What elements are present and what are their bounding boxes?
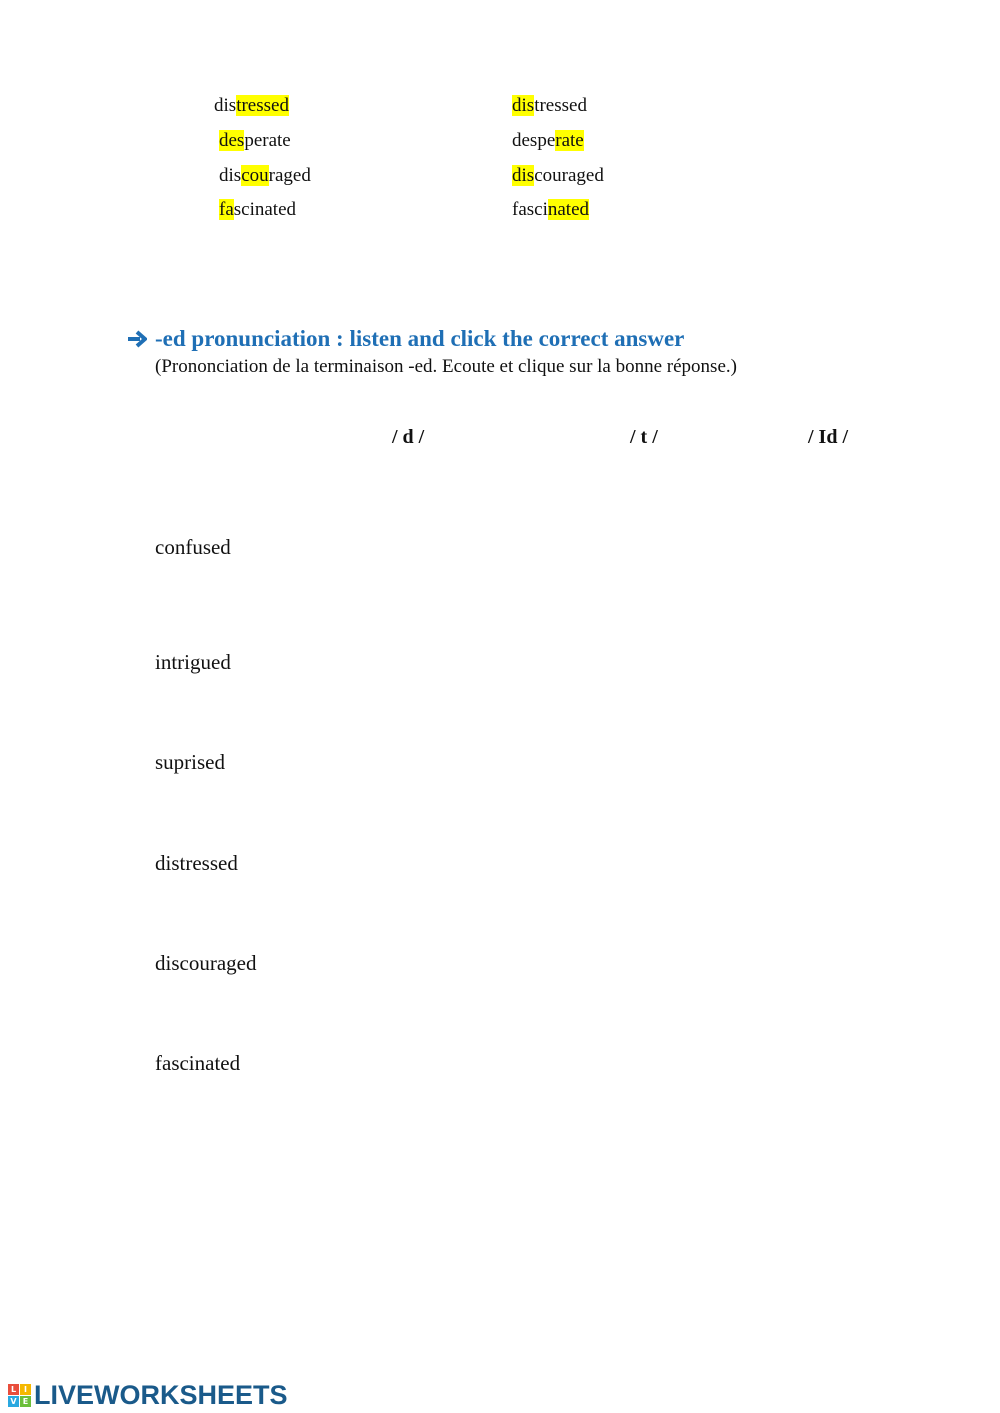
answer-suprised-d[interactable] [350,745,470,779]
answer-distressed-d[interactable] [350,846,470,880]
syllable-highlight: rate [555,130,584,151]
syllable-highlight: cou [241,165,269,186]
question-word-distressed: distressed [155,851,238,875]
syllable-highlight: des [219,130,245,151]
answer-fascinated-d[interactable] [350,1046,470,1080]
syllable-plain: dis [214,95,237,116]
syllable-plain: raged [268,165,311,186]
syllable-highlight: nated [547,199,590,220]
section-title-text: -ed pronunciation : listen and click the correct answer [155,326,685,351]
question-word-suprised: suprised [155,750,225,774]
syllable-plain: perate [244,130,291,151]
logo-block-l: L [8,1384,19,1395]
syllable-right-2 [512,130,584,152]
answer-intrigued-t[interactable] [585,645,705,679]
syllable-right-1 [512,95,587,117]
syllable-plain: couraged [534,165,604,186]
answer-confused-id[interactable] [770,530,890,564]
column-header-id: / Id / [808,426,849,448]
syllable-left-2 [219,130,291,152]
answer-fascinated-t[interactable] [585,1046,705,1080]
syllable-plain: tressed [534,95,587,116]
syllable-plain: scinated [233,199,297,220]
syllable-plain: despe [512,130,556,151]
syllable-left-4 [219,199,296,221]
answer-fascinated-id[interactable] [770,1046,890,1080]
column-header-t: / t / [630,426,658,448]
answer-distressed-t[interactable] [585,846,705,880]
logo-block-e: E [20,1396,31,1407]
syllable-highlight: fa [219,199,234,220]
question-word-discouraged: discouraged [155,951,257,975]
logo-block-i: I [20,1384,31,1395]
logo-block-v: V [8,1396,19,1407]
answer-suprised-id[interactable] [770,745,890,779]
syllable-right-4 [512,199,589,221]
answer-confused-d[interactable] [350,530,470,564]
syllable-right-3 [512,165,604,187]
column-header-d: / d / [392,426,425,448]
answer-intrigued-d[interactable] [350,645,470,679]
logo-blocks-icon [8,1384,31,1407]
syllable-left-1 [214,95,289,117]
question-word-confused: confused [155,535,231,559]
syllable-highlight: dis [512,165,535,186]
liveworksheets-logo[interactable] [8,1380,288,1410]
syllable-plain: dis [219,165,242,186]
syllable-highlight: dis [512,95,535,116]
section-subtitle: (Prononciation de la terminaison -ed. Ecoute et clique sur la bonne réponse.) [155,356,737,377]
answer-discouraged-d[interactable] [350,946,470,980]
answer-suprised-t[interactable] [585,745,705,779]
syllable-highlight: tressed [236,95,289,116]
question-word-fascinated: fascinated [155,1051,241,1075]
syllable-plain: fasci [512,199,548,220]
section-title [127,326,684,352]
syllable-left-3 [219,165,311,187]
question-word-intrigued: intrigued [155,650,231,674]
arrow-right-icon [127,326,147,352]
logo-text: LIVEWORKSHEETS [34,1379,288,1410]
answer-discouraged-t[interactable] [585,946,705,980]
answer-confused-t[interactable] [585,530,705,564]
answer-discouraged-id[interactable] [770,946,890,980]
answer-intrigued-id[interactable] [770,645,890,679]
answer-distressed-id[interactable] [770,846,890,880]
